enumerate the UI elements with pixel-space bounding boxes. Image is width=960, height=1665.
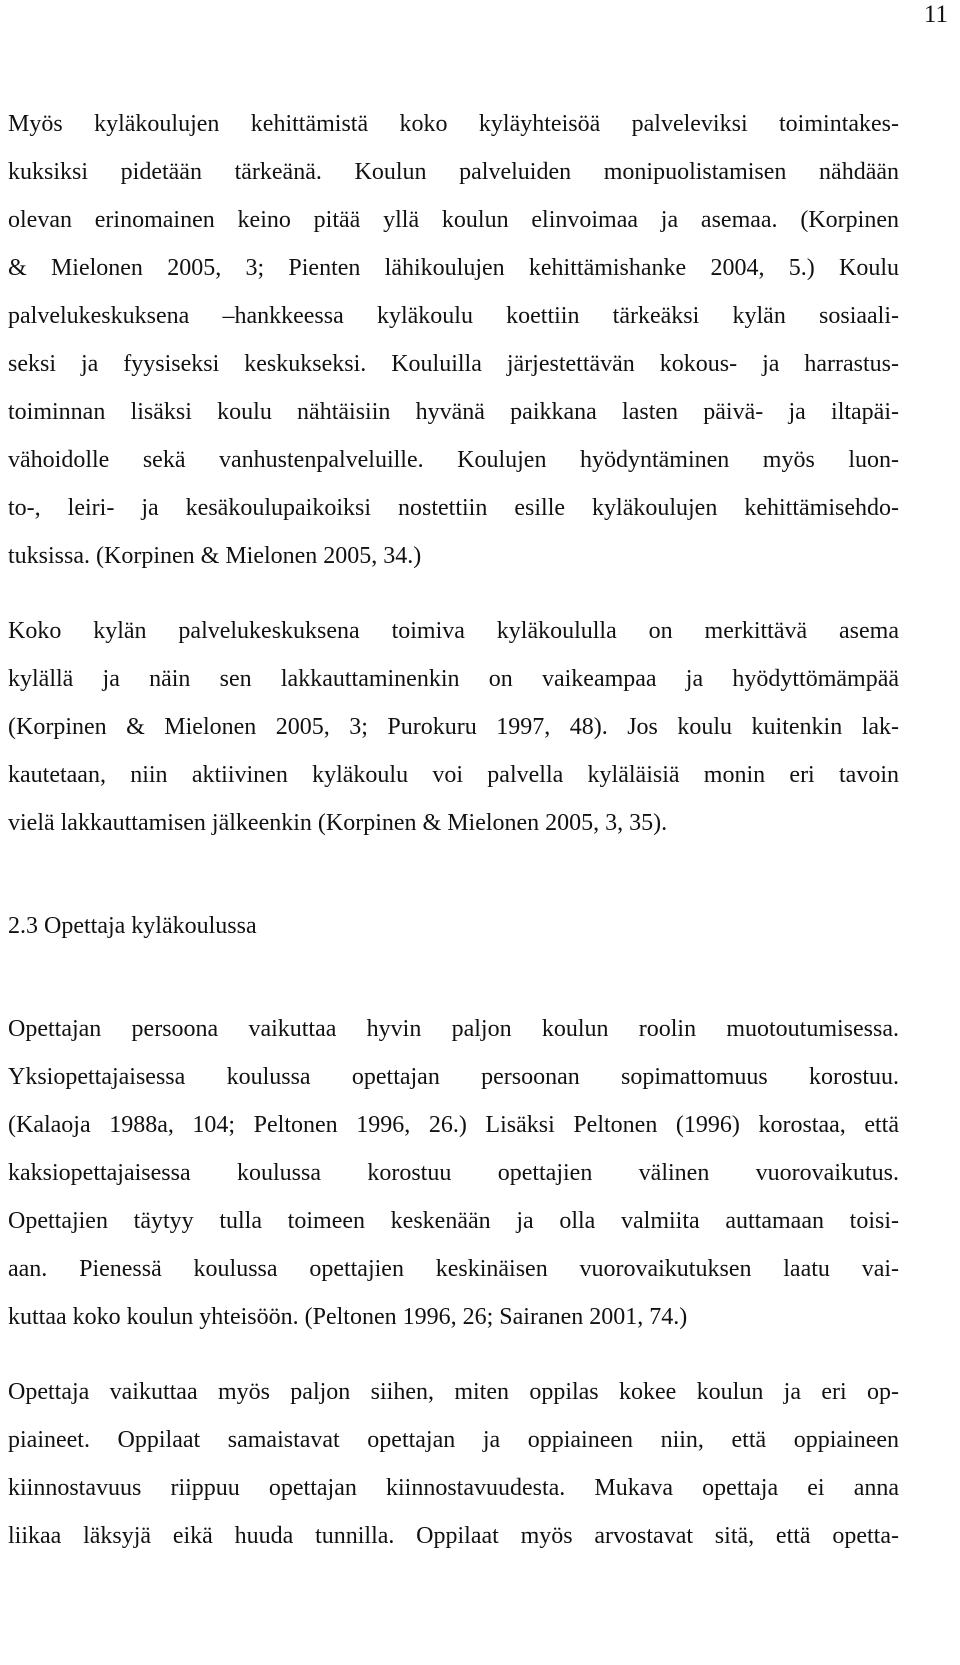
paragraph-spacer xyxy=(8,580,899,607)
text-line: (Kalaoja 1988a, 104; Peltonen 1996, 26.) Lisäksi Peltonen (1996) korostaa, että xyxy=(8,1112,899,1138)
text-line: to-, leiri- ja kesäkoulupaikoiksi nostettiin esille kyläkoulujen kehittämisehdo- xyxy=(8,495,899,521)
text-line: kaksiopettajaisessa koulussa korostuu opettajien välinen vuorovaikutus. xyxy=(8,1160,899,1186)
text-line: Koko kylän palvelukeskuksena toimiva kyläkoululla on merkittävä asema xyxy=(8,618,899,644)
text-line: Opettaja vaikuttaa myös paljon siihen, miten oppilas kokee koulun ja eri op- xyxy=(8,1379,899,1405)
heading-spacer xyxy=(8,950,899,1005)
text-line: vielä lakkauttamisen jälkeenkin (Korpinen & Mielonen 2005, 3, 35). xyxy=(8,810,668,836)
text-line: liikaa läksyjä eikä huuda tunnilla. Oppilaat myös arvostavat sitä, että opetta- xyxy=(8,1523,899,1549)
text-line: Yksiopettajaisessa koulussa opettajan persoonan sopimattomuus korostuu. xyxy=(8,1064,899,1090)
section-heading: 2.3 Opettaja kyläkoulussa xyxy=(8,913,257,939)
text-line: kylällä ja näin sen lakkauttaminenkin on vaikeampaa ja hyödyttömämpää xyxy=(8,666,899,692)
text-line: (Korpinen & Mielonen 2005, 3; Purokuru 1997, 48). Jos koulu kuitenkin lak- xyxy=(8,714,899,740)
text-line: toiminnan lisäksi koulu nähtäisiin hyvänä paikkana lasten päivä- ja iltapäi- xyxy=(8,399,899,425)
text-line: & Mielonen 2005, 3; Pienten lähikoulujen kehittämishanke 2004, 5.) Koulu xyxy=(8,255,899,281)
text-line: Opettajien täytyy tulla toimeen keskenään ja olla valmiita auttamaan toisi- xyxy=(8,1208,899,1234)
text-line: Myös kyläkoulujen kehittämistä koko kyläyhteisöä palveleviksi toimintakes- xyxy=(8,111,899,137)
text-line: vähoidolle sekä vanhustenpalveluille. Koulujen hyödyntäminen myös luon- xyxy=(8,447,899,473)
text-line: kautetaan, niin aktiivinen kyläkoulu voi palvella kyläläisiä monin eri tavoin xyxy=(8,762,899,788)
paragraph-4 xyxy=(8,1368,899,1560)
text-line: tuksissa. (Korpinen & Mielonen 2005, 34.) xyxy=(8,543,422,569)
text-line: palvelukeskuksena –hankkeessa kyläkoulu koettiin tärkeäksi kylän sosiaali- xyxy=(8,303,899,329)
text-line: kuttaa koko koulun yhteisöön. (Peltonen 1996, 26; Sairanen 2001, 74.) xyxy=(8,1304,688,1330)
paragraph-3 xyxy=(8,1005,899,1341)
document-body xyxy=(8,100,899,1560)
text-line: kuksiksi pidetään tärkeänä. Koulun palveluiden monipuolistamisen nähdään xyxy=(8,159,899,185)
text-line: piaineet. Oppilaat samaistavat opettajan ja oppiaineen niin, että oppiaineen xyxy=(8,1427,899,1453)
text-line: kiinnostavuus riippuu opettajan kiinnostavuudesta. Mukava opettaja ei anna xyxy=(8,1475,899,1501)
paragraph-2 xyxy=(8,607,899,847)
page-number: 11 xyxy=(923,1,948,28)
text-line: olevan erinomainen keino pitää yllä koulun elinvoimaa ja asemaa. (Korpinen xyxy=(8,207,899,233)
paragraph-spacer xyxy=(8,1341,899,1368)
heading-spacer xyxy=(8,847,899,902)
text-line: Opettajan persoona vaikuttaa hyvin paljon koulun roolin muotoutumisessa. xyxy=(8,1016,899,1042)
text-line: seksi ja fyysiseksi keskukseksi. Kouluilla järjestettävän kokous- ja harrastus- xyxy=(8,351,899,377)
paragraph-1 xyxy=(8,100,899,580)
text-line: aan. Pienessä koulussa opettajien keskinäisen vuorovaikutuksen laatu vai- xyxy=(8,1256,899,1282)
